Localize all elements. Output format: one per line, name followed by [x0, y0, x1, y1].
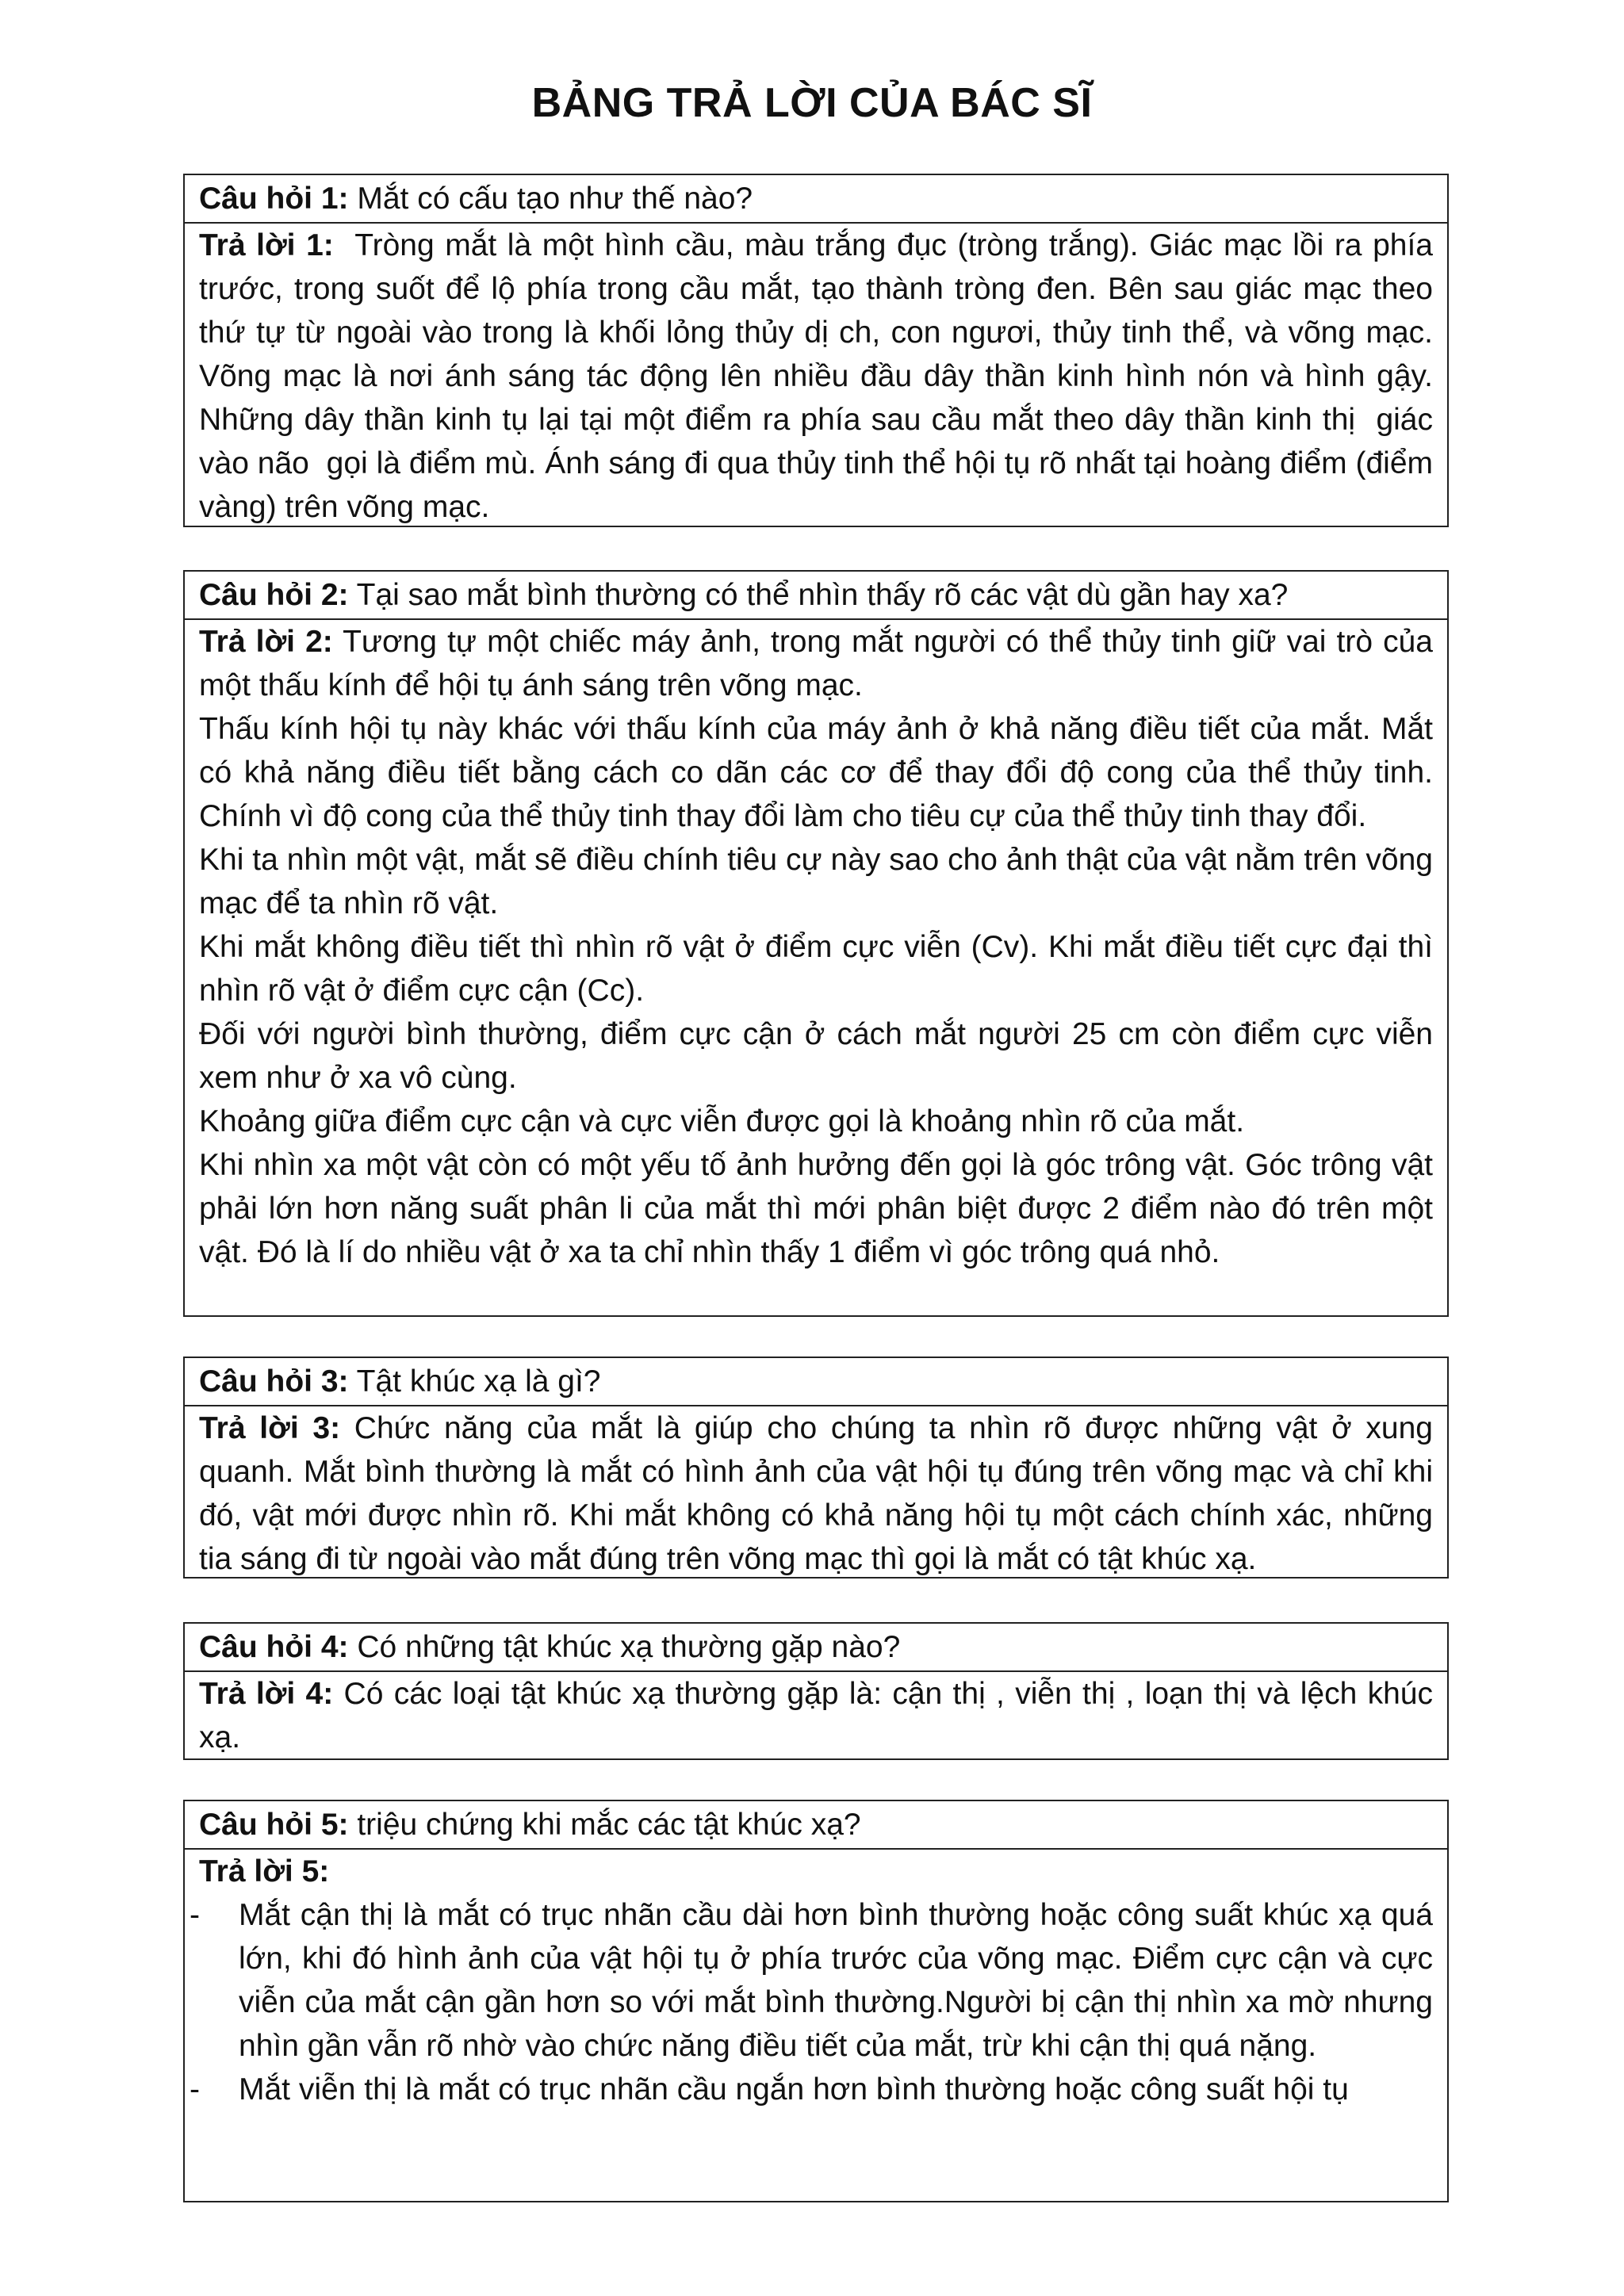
bullet-text: Mắt cận thị là mắt có trục nhãn cầu dài hơn bình thường hoặc công suất khúc xạ quá lớn, khi đó hình ảnh của vật hội tụ ở phía trước của võng mạc. Điểm cực cận và cực viễn của mắt cận gần hơn so với mắt bình thường.Người bị cận thị nhìn xa mờ nhưng nhìn gần vẫn rõ nhờ vào chức năng điều tiết của mắt, trừ khi cận thị quá nặng.	[239, 1898, 1433, 2063]
answer-label: Trả lời 1:	[199, 228, 334, 262]
qa-block-3	[183, 1357, 1449, 1578]
answer-3	[185, 1406, 1447, 1584]
answer-paragraph	[199, 1672, 1433, 1759]
answer-paragraph: Khi ta nhìn một vật, mắt sẽ điều chính tiêu cự này sao cho ảnh thật của vật nằm trên võng mạc để ta nhìn rõ vật.	[199, 843, 1433, 920]
answer-5	[185, 1850, 1447, 2114]
question-label: Câu hỏi 4:	[199, 1630, 349, 1664]
question-label: Câu hỏi 5:	[199, 1808, 349, 1842]
question-label: Câu hỏi 3:	[199, 1364, 349, 1399]
answer-paragraph: Khi nhìn xa một vật còn có một yếu tố ảnh hưởng đến gọi là góc trông vật. Góc trông vật phải lớn hơn năng suất phân li của mắt thì mới phân biệt được 2 điểm nào đó trên một vật. Đó là lí do nhiều vật ở xa ta chỉ nhìn thấy 1 điểm vì góc trông quá nhỏ.	[199, 1148, 1433, 1269]
answer-bullet-list	[190, 1893, 1433, 2111]
answer-text: Tương tự một chiếc máy ảnh, trong mắt người có thể thủy tinh giữ vai trò của một thấu kính để hội tụ ánh sáng trên võng mạc.	[199, 625, 1433, 702]
answer-paragraph: Đối với người bình thường, điểm cực cận ở cách mắt người 25 cm còn điểm cực viễn xem như ở xa vô cùng.	[199, 1017, 1433, 1095]
question-4	[185, 1624, 1447, 1672]
answer-label: Trả lời 2:	[199, 625, 333, 659]
question-2	[185, 572, 1447, 620]
answer-text: Có các loại tật khúc xạ thường gặp là: cận thị , viễn thị , loạn thị và lệch khúc xạ.	[199, 1677, 1433, 1755]
list-item	[190, 2068, 1433, 2111]
answer-text: Tròng mắt là một hình cầu, màu trắng đục (tròng trắng). Giác mạc lồi ra phía trước, trong suốt để lộ phía trong cầu mắt, tạo thành tròng đen. Bên sau giác mạc theo thứ tự từ ngoài vào trong là khối lỏng thủy dị ch, con ngươi, thủy tinh thể, và võng mạc. Võng mạc là nơi ánh sáng tác động lên nhiều đầu dây thần kinh hình nón và hình gậy. Những dây thần kinh tụ lại tại một điểm ra phía sau cầu mắt theo dây thần kinh thị giác vào não gọi là điểm mù. Ánh sáng đi qua thủy tinh thể hội tụ rõ nhất tại hoàng điểm (điểm vàng) trên võng mạc.	[199, 228, 1442, 524]
answer-paragraph	[199, 1850, 1433, 1893]
answer-label: Trả lời 5:	[199, 1854, 330, 1888]
question-text: Tại sao mắt bình thường có thể nhìn thấy rõ các vật dù gần hay xa?	[348, 578, 1289, 612]
question-label: Câu hỏi 1:	[199, 182, 349, 216]
list-item	[190, 1893, 1433, 2068]
answer-label: Trả lời 4:	[199, 1677, 334, 1711]
answer-1	[185, 224, 1447, 532]
answer-paragraph	[199, 224, 1442, 529]
bullet-dash: -	[190, 1898, 200, 1932]
answer-label: Trả lời 3:	[199, 1411, 341, 1445]
qa-block-2	[183, 570, 1449, 1317]
question-text: triệu chứng khi mắc các tật khúc xạ?	[348, 1808, 861, 1842]
answer-paragraph: Thấu kính hội tụ này khác với thấu kính của máy ảnh ở khả năng điều tiết của mắt. Mắt có khả năng điều tiết bằng cách co dãn các cơ để thay đổi độ cong của thể thủy tinh. Chính vì độ cong của thể thủy tinh thay đổi làm cho tiêu cự của thể thủy tinh thay đổi.	[199, 712, 1433, 833]
qa-block-1	[183, 174, 1449, 527]
qa-block-4	[183, 1622, 1449, 1760]
answer-paragraph	[199, 620, 1433, 707]
answer-2	[185, 620, 1447, 1277]
page-title: BẢNG TRẢ LỜI CỦA BÁC SĨ	[531, 80, 1093, 126]
question-text: Tật khúc xạ là gì?	[348, 1364, 601, 1399]
qa-block-5	[183, 1800, 1449, 2202]
question-1	[185, 175, 1447, 224]
bullet-dash: -	[190, 2072, 200, 2107]
question-label: Câu hỏi 2:	[199, 578, 349, 612]
answer-paragraph: Khoảng giữa điểm cực cận và cực viễn được gọi là khoảng nhìn rõ của mắt.	[199, 1104, 1245, 1138]
answer-paragraph	[199, 1406, 1433, 1581]
bullet-text: Mắt viễn thị là mắt có trục nhãn cầu ngắn hơn bình thường hoặc công suất hội tụ	[239, 2072, 1349, 2107]
question-text: Mắt có cấu tạo như thế nào?	[348, 182, 753, 216]
question-text: Có những tật khúc xạ thường gặp nào?	[348, 1630, 901, 1664]
answer-text: Chức năng của mắt là giúp cho chúng ta nhìn rõ được những vật ở xung quanh. Mắt bình thường là mắt có hình ảnh của vật hội tụ đúng trên võng mạc và chỉ khi đó, vật mới được nhìn rõ. Khi mắt không có khả năng hội tụ một cách chính xác, những tia sáng đi từ ngoài vào mắt đúng trên võng mạc thì gọi là mắt có tật khúc xạ.	[199, 1411, 1433, 1576]
question-5	[185, 1801, 1447, 1850]
answer-paragraph: Khi mắt không điều tiết thì nhìn rõ vật ở điểm cực viễn (Cv). Khi mắt điều tiết cực đại thì nhìn rõ vật ở điểm cực cận (Cc).	[199, 930, 1433, 1008]
question-3	[185, 1358, 1447, 1406]
answer-4	[185, 1672, 1447, 1762]
